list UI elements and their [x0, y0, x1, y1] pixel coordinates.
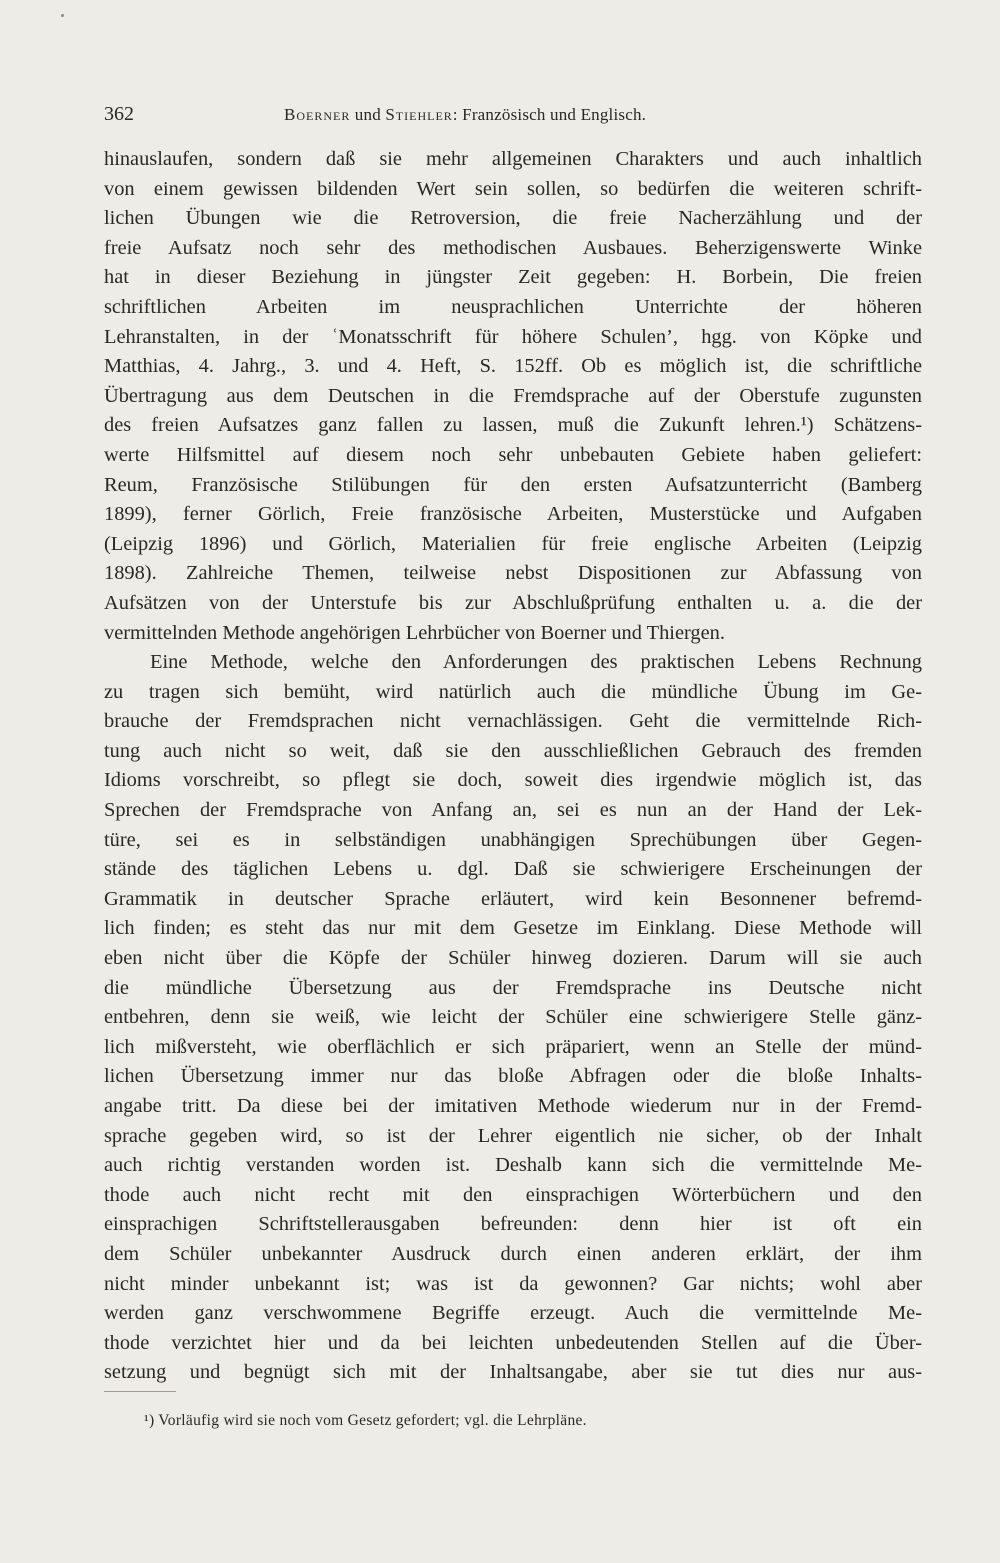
- text-line: die mündliche Übersetzung aus der Fremdsprache ins Deutsche nicht: [104, 976, 922, 999]
- text-line: von einem gewissen bildenden Wert sein sollen, so bedürfen die weiteren schrift-: [104, 177, 922, 200]
- text-line: zu tragen sich bemüht, wird natürlich auch die mündliche Übung im Ge-: [104, 680, 922, 703]
- text-line: hat in dieser Beziehung in jüngster Zeit gegeben: H. Borbein, Die freien: [104, 266, 922, 289]
- text-line: 1898). Zahlreiche Themen, teilweise nebst Dispositionen zur Abfassung von: [104, 562, 922, 585]
- text-line: Matthias, 4. Jahrg., 3. und 4. Heft, S. 152ff. Ob es möglich ist, die schriftliche: [104, 355, 922, 378]
- text-line: lichen Übungen wie die Retroversion, die freie Nacherzählung und der: [104, 207, 922, 230]
- text-line: lichen Übersetzung immer nur das bloße Abfragen oder die bloße Inhalts-: [104, 1065, 922, 1088]
- text-line: lich mißversteht, wie oberflächlich er sich präpariert, wenn an Stelle der münd-: [104, 1035, 922, 1058]
- text-line: einsprachigen Schriftstellerausgaben befreunden: denn hier ist oft ein: [104, 1213, 922, 1236]
- text-line: thode verzichtet hier und da bei leichten unbedeutenden Stellen auf die Über-: [104, 1331, 922, 1354]
- running-header: [104, 103, 924, 133]
- running-head-title: [284, 105, 646, 125]
- author-stiehler: Stiehler: [385, 105, 453, 124]
- text-line: Idioms vorschreibt, so pflegt sie doch, soweit dies irgendwie möglich ist, das: [104, 769, 922, 792]
- text-line-paragraph-start: Eine Methode, welche den Anforderungen des praktischen Lebens Rechnung: [150, 651, 922, 674]
- author-boerner: Boerner: [284, 105, 351, 124]
- text-line: Übertragung aus dem Deutschen in die Fremdsprache auf der Oberstufe zugunsten: [104, 384, 922, 407]
- text-line: Sprechen der Fremdsprache von Anfang an, sei es nun an der Hand der Lek-: [104, 799, 922, 822]
- footnote: ¹) Vorläufig wird sie noch vom Gesetz gefordert; vgl. die Lehrpläne.: [144, 1412, 587, 1429]
- text-line: auch richtig verstanden worden ist. Deshalb kann sich die vermittelnde Me-: [104, 1154, 922, 1177]
- text-line: freie Aufsatz noch sehr des methodischen Ausbaues. Beherzigenswerte Winke: [104, 236, 922, 259]
- text-line: Aufsätzen von der Unterstufe bis zur Abschlußprüfung enthalten u. a. die der: [104, 591, 922, 614]
- text-line: Reum, Französische Stilübungen für den ersten Aufsatzunterricht (Bamberg: [104, 473, 922, 496]
- text-line: vermittelnden Methode angehörigen Lehrbücher von Boerner und Thiergen.: [104, 621, 725, 644]
- text-line: hinauslaufen, sondern daß sie mehr allgemeinen Charakters und auch inhaltlich: [104, 148, 922, 170]
- text-line: des freien Aufsatzes ganz fallen zu lassen, muß die Zukunft lehren.¹) Schätzens-: [104, 414, 922, 437]
- text-line: dem Schüler unbekannter Ausdruck durch einen anderen erklärt, der ihm: [104, 1242, 922, 1265]
- text-line: (Leipzig 1896) und Görlich, Materialien für freie englische Arbeiten (Leipzig: [104, 532, 922, 555]
- text-line: werte Hilfsmittel auf diesem noch sehr unbebauten Gebiete haben geliefert:: [104, 443, 922, 466]
- text-line: thode auch nicht recht mit den einsprachigen Wörterbüchern und den: [104, 1183, 922, 1206]
- text-line: entbehren, denn sie weiß, wie leicht der Schüler eine schwierigere Stelle gänz-: [104, 1006, 922, 1029]
- text-line: setzung und begnügt sich mit der Inhaltsangabe, aber sie tut dies nur aus-: [104, 1361, 922, 1384]
- text-line: 1899), ferner Görlich, Freie französische Arbeiten, Musterstücke und Aufgaben: [104, 503, 922, 526]
- text-line: tung auch nicht so weit, daß sie den ausschließlichen Gebrauch des fremden: [104, 739, 922, 762]
- text-line: werden ganz verschwommene Begriffe erzeugt. Auch die vermittelnde Me-: [104, 1302, 922, 1325]
- text-line: schriftlichen Arbeiten im neusprachlichen Unterrichte der höheren: [104, 295, 922, 318]
- text-line: stände des täglichen Lebens u. dgl. Daß sie schwierigere Erscheinungen der: [104, 858, 922, 881]
- footnote-rule: [104, 1391, 176, 1392]
- text-line: eben nicht über die Köpfe der Schüler hinweg dozieren. Darum will sie auch: [104, 947, 922, 970]
- body-text: [104, 145, 922, 1388]
- header-subject: : Französisch und Englisch.: [452, 105, 647, 124]
- text-line: nicht minder unbekannt ist; was ist da gewonnen? Gar nichts; wohl aber: [104, 1272, 922, 1295]
- text-line: Grammatik in deutscher Sprache erläutert, wird kein Besonnener befremd-: [104, 887, 922, 910]
- text-line: brauche der Fremdsprachen nicht vernachlässigen. Geht die vermittelnde Rich-: [104, 710, 922, 733]
- text-line: angabe tritt. Da diese bei der imitativen Methode wiederum nur in der Fremd-: [104, 1095, 922, 1117]
- text-line: lich finden; es steht das nur mit dem Gesetze im Einklang. Diese Methode will: [104, 917, 922, 940]
- text-line: sprache gegeben wird, so ist der Lehrer eigentlich nie sicher, ob der Inhalt: [104, 1124, 922, 1147]
- author-connector: und: [350, 105, 386, 124]
- page-number: 362: [104, 103, 134, 125]
- paper-speck: [61, 14, 64, 17]
- text-line: türe, sei es in selbständigen unabhängigen Sprechübungen über Gegen-: [104, 828, 922, 851]
- text-line: Lehranstalten, in der ʿMonatsschrift für höhere Schulen’, hgg. von Köpke und: [104, 325, 922, 348]
